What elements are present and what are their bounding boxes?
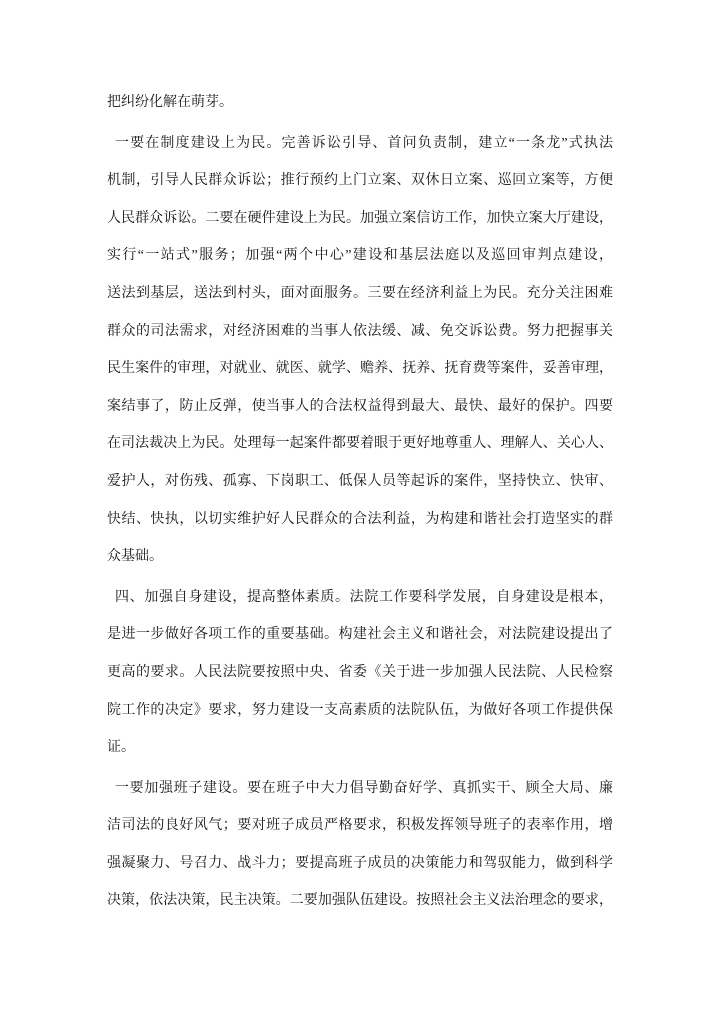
- text-line: 众基础。: [107, 549, 163, 565]
- text-line: 机制，引导人民群众诉讼；推行预约上门立案、双休日立案、巡回立案等，方便: [107, 173, 613, 189]
- text-line: 人民群众诉讼。二要在硬件建设上为民。加强立案信访工作，加快立案大厅建设，: [107, 210, 613, 226]
- text-line: 把纠纷化解在萌芽。: [107, 95, 233, 110]
- text-line: 决策，依法决策，民主决策。二要加强队伍建设。按照社会主义法治理念的要求，: [107, 893, 613, 909]
- text-block: [107, 84, 613, 920]
- text-line: 强凝聚力、号召力、战斗力；要提高班子成员的决策能力和驾驭能力，做到科学: [107, 855, 613, 871]
- text-line: 群众的司法需求，对经济困难的当事人依法缓、减、免交诉讼费。努力把握事关: [107, 323, 613, 339]
- text-line: 洁司法的良好风气；要对班子成员严格要求，积极发挥领导班子的表率作用，增: [107, 818, 613, 834]
- text-line: 一要在制度建设上为民。完善诉讼引导、首问负责制，建立“一条龙”式执法: [115, 135, 613, 151]
- text-line: 快结、快执，以切实维护好人民群众的合法利益，为构建和谐社会打造坚实的群: [107, 511, 613, 527]
- paragraph: [107, 84, 613, 122]
- text-line: 爱护人，对伤残、孤寡、下岗职工、低保人员等起诉的案件，坚持快立、快审、: [107, 473, 613, 489]
- text-line: 民生案件的审理，对就业、就医、就学、赡养、抚养、抚育费等案件，妥善审理，: [107, 361, 613, 377]
- paragraph: [107, 770, 613, 920]
- text-line: 更高的要求。人民法院要按照中央、省委《关于进一步加强人民法院、人民检察: [107, 664, 613, 680]
- text-line: 案结事了，防止反弹，使当事人的合法权益得到最大、最快、最好的保护。四要: [107, 398, 613, 414]
- text-line: 在司法裁决上为民。处理每一起案件都要着眼于更好地尊重人、理解人、关心人、: [107, 436, 613, 452]
- text-line: 是进一步做好各项工作的重要基础。构建社会主义和谐社会，对法院建设提出了: [107, 627, 613, 643]
- text-line: 送法到基层，送法到村头，面对面服务。三要在经济利益上为民。充分关注困难: [107, 285, 613, 301]
- text-line: 一要加强班子建设。要在班子中大力倡导勤奋好学、真抓实干、顾全大局、廉: [115, 780, 613, 796]
- text-line: 实行“一站式”服务；加强“两个中心”建设和基层法庭以及巡回审判点建设，: [107, 248, 613, 264]
- text-line: 证。: [107, 740, 135, 756]
- text-line: 四、加强自身建设，提高整体素质。法院工作要科学发展，自身建设是根本，: [115, 589, 613, 605]
- text-line: 院工作的决定》要求，努力建设一支高素质的法院队伍，为做好各项工作提供保: [107, 702, 613, 718]
- paragraph: [107, 579, 613, 767]
- paragraph: [107, 125, 613, 576]
